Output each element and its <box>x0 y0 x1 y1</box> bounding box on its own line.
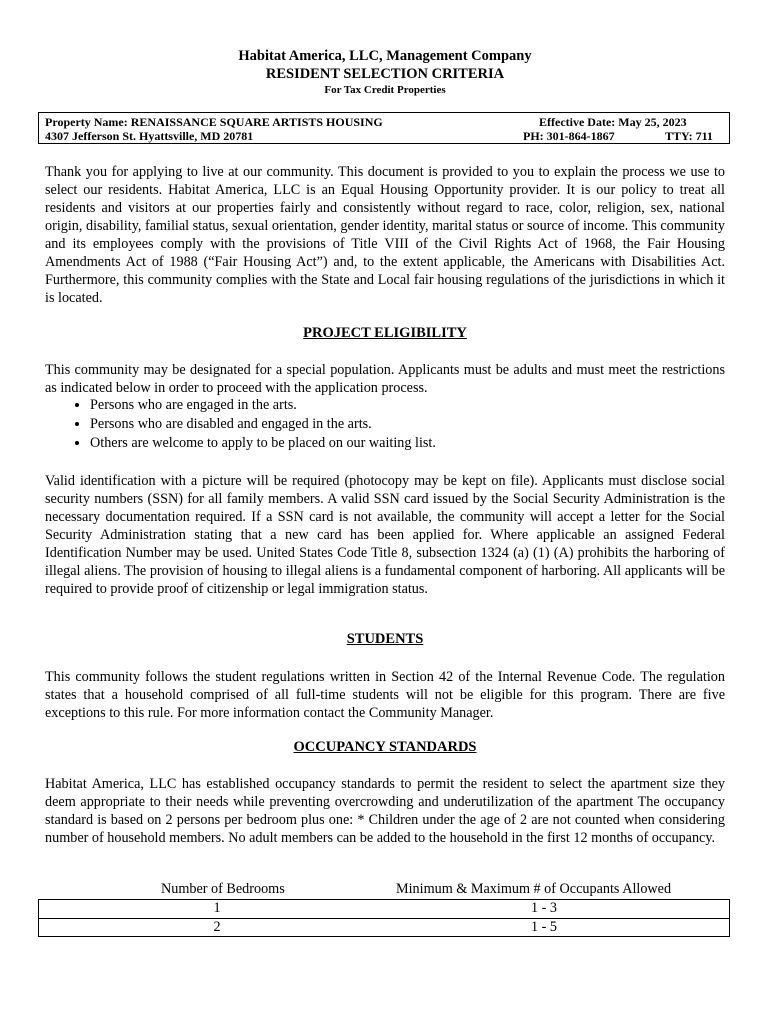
occupants-cell: 1 - 5 <box>530 919 557 935</box>
table-row <box>38 918 730 937</box>
table-row <box>38 899 730 918</box>
table-header <box>38 880 730 899</box>
identification-paragraph: Valid identification with a picture will be required (photocopy may be kept on file). Applicants must disclose social security numbers (SSN) for all family members. A valid SSN card issued by the Social Security Administration is the necessary documentation required. If a SSN card is not available, the community will accept a letter for the Social Security Administration stating that a new card has been applied for. Where applicable an assigned Federal Identification Number may be used. United States Code Title 8, subsection 1324 (a) (1) (A) prohibits the harboring of illegal aliens. The provision of housing to illegal aliens is a fundamental component of harboring. All applicants will be required to provide proof of citizenship or legal immigration status. <box>45 473 725 597</box>
eligibility-heading: PROJECT ELIGIBILITY <box>303 325 467 341</box>
students-heading: STUDENTS <box>346 631 424 647</box>
document-subtitle: For Tax Credit Properties <box>324 84 446 96</box>
column-header-occupants: Minimum & Maximum # of Occupants Allowed <box>396 881 672 897</box>
bedrooms-cell: 1 <box>213 900 221 916</box>
students-paragraph: This community follows the student regulations written in Section 42 of the Internal Revenue Code. The regulation states that a household comprised of all full-time students will not be eligible for this program. There are five exceptions to this rule. For more information contact the Community Manager. <box>45 669 725 721</box>
occupancy-heading: OCCUPANCY STANDARDS <box>293 739 477 755</box>
occupancy-table <box>38 880 730 937</box>
property-address: 4307 Jefferson St. Hyattsville, MD 20781 <box>45 129 254 143</box>
property-info-box <box>38 112 730 144</box>
list-item: • Persons who are engaged in the arts. <box>90 396 725 415</box>
occupancy-paragraph: Habitat America, LLC has established occupancy standards to permit the resident to select the apartment size they deem appropriate to their needs while preventing overcrowding and underutilization of the apartment The occupancy standard is based on 2 persons per bedroom plus one: * Children under the age of 2 are not counted when considering number of household members. No adult members can be added to the household in the first 12 months of occupancy. <box>45 776 725 846</box>
intro-paragraph: Thank you for applying to live at our community. This document is provided to you to explain the process we use to select our residents. Habitat America, LLC is an Equal Housing Opportunity provider. It is our policy to treat all residents and visitors at our properties fairly and consistently without regard to race, color, religion, sex, national origin, disability, familial status, sexual orientation, gender identity, marital status or source of income. This community and its employees comply with the provisions of Title VIII of the Civil Rights Act of 1968, the Fair Housing Amendments Act of 1988 (“Fair Housing Act”) and, to the extent applicable, the Americans with Disabilities Act. Furthermore, this community complies with the State and Local fair housing regulations of the jurisdictions in which it is located. <box>45 164 725 306</box>
effective-date: Effective Date: May 25, 2023 <box>539 115 687 129</box>
company-heading: Habitat America, LLC, Management Company <box>238 48 532 64</box>
list-item: • Persons who are disabled and engaged in the arts. <box>90 415 725 434</box>
eligibility-bullet-list <box>45 396 725 453</box>
property-phone: PH: 301-864-1867 <box>523 129 615 143</box>
bedrooms-cell: 2 <box>213 919 221 935</box>
eligibility-paragraph: This community may be designated for a special population. Applicants must be adults and must meet the restrictions as indicated below in order to proceed with the application process. <box>45 362 725 396</box>
column-header-bedrooms: Number of Bedrooms <box>161 881 285 897</box>
list-item: • Others are welcome to apply to be placed on our waiting list. <box>90 434 725 453</box>
property-tty: TTY: 711 <box>665 129 713 143</box>
property-name: Property Name: RENAISSANCE SQUARE ARTISTS HOUSING <box>45 115 383 129</box>
document-title: RESIDENT SELECTION CRITERIA <box>265 66 505 82</box>
occupants-cell: 1 - 3 <box>530 900 557 916</box>
